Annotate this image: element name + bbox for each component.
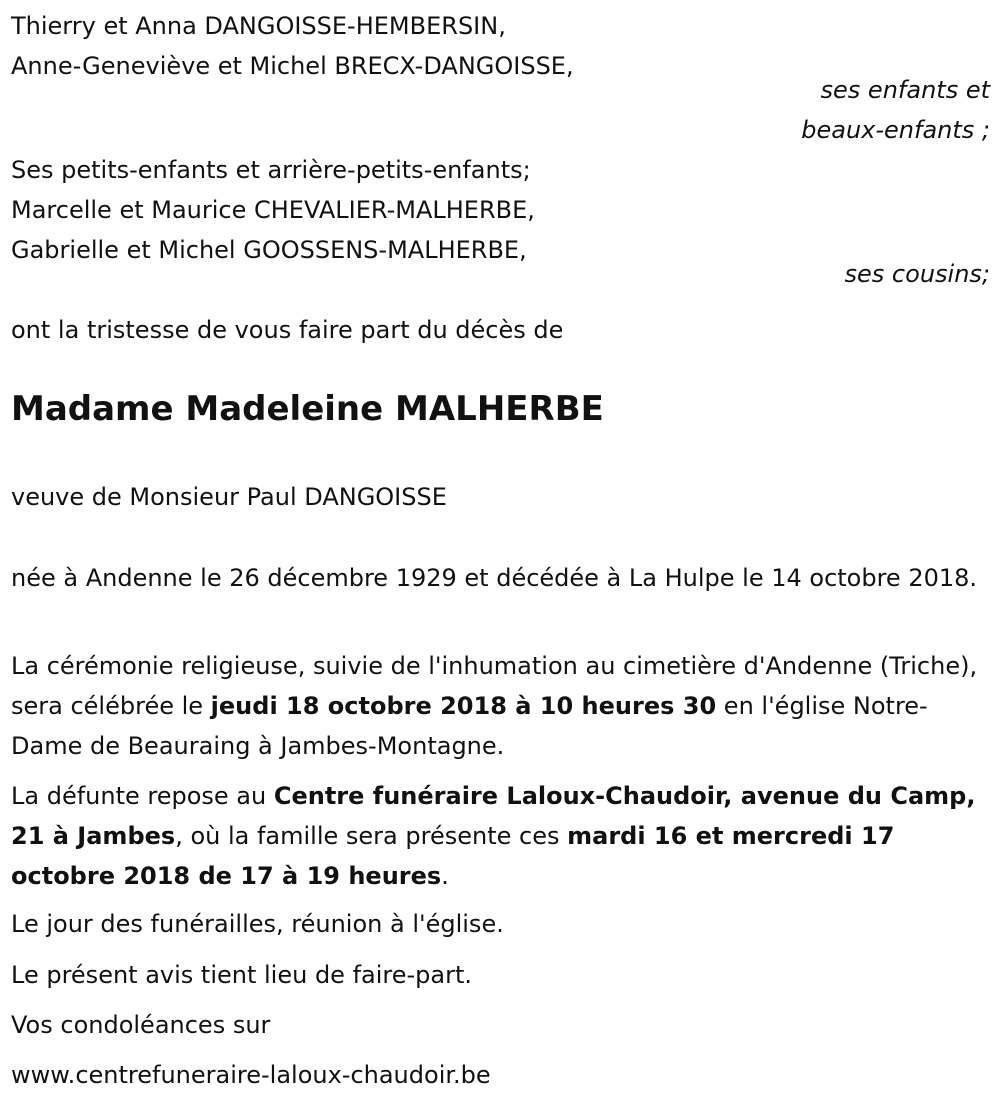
cousins-line-2: Gabrielle et Michel GOOSSENS-MALHERBE, <box>11 236 527 264</box>
viewing-text-before: La défunte repose au <box>11 782 274 810</box>
birth-death-paragraph: née à Andenne le 26 décembre 1929 et décédée à La Hulpe le 14 octobre 2018. <box>11 564 978 592</box>
notice-line: Le présent avis tient lieu de faire-part. <box>11 961 473 989</box>
viewing-text-after: . <box>441 862 449 890</box>
ceremony-text-after: en l'église Notre-Dame de Beauraing à Jambes-Montagne. <box>11 692 928 760</box>
ceremony-paragraph <box>11 646 990 766</box>
funeral-day-line: Le jour des funérailles, réunion à l'église. <box>11 910 504 938</box>
condolences-label: Vos condoléances sur <box>11 1011 271 1039</box>
cousins-role: ses cousins; <box>844 260 990 288</box>
viewing-dates: mardi 16 et mercredi 17 octobre 2018 de 17 à 19 heures <box>11 822 895 890</box>
ceremony-date-time: jeudi 18 octobre 2018 à 10 heures 30 <box>210 692 717 720</box>
viewing-place: Centre funéraire Laloux-Chaudoir, avenue du Camp, 21 à Jambes <box>11 782 976 850</box>
family-line-2: Anne-Geneviève et Michel BRECX-DANGOISSE, <box>11 52 574 80</box>
deceased-name: Madame Madeleine MALHERBE <box>11 389 604 429</box>
family-line-1: Thierry et Anna DANGOISSE-HEMBERSIN, <box>11 12 506 40</box>
cousins-line-1: Marcelle et Maurice CHEVALIER-MALHERBE, <box>11 196 535 224</box>
intro-line: ont la tristesse de vous faire part du décès de <box>11 316 564 344</box>
viewing-text-middle: , où la famille sera présente ces <box>175 822 568 850</box>
family-role-2: beaux-enfants ; <box>801 116 990 144</box>
family-role-1: ses enfants et <box>820 76 990 104</box>
grandchildren-line: Ses petits-enfants et arrière-petits-enfants; <box>11 156 531 184</box>
widow-of-line: veuve de Monsieur Paul DANGOISSE <box>11 483 447 511</box>
condolences-website: www.centrefuneraire-laloux-chaudoir.be <box>11 1061 491 1089</box>
viewing-paragraph <box>11 776 990 896</box>
ceremony-text-before: La cérémonie religieuse, suivie de l'inhumation au cimetière d'Andenne (Triche), sera célébrée le <box>11 652 978 720</box>
